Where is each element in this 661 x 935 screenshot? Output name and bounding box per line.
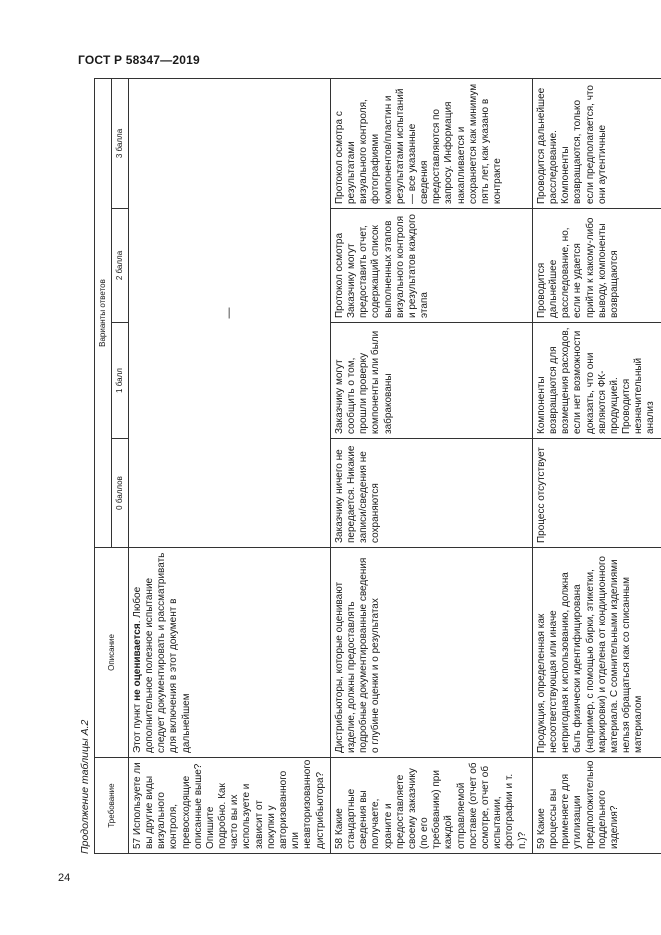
header-score-3: 3 балла [112,78,129,208]
header-options: Варианты ответов [95,78,112,547]
description-cell [128,548,330,758]
score-3-cell: Проводится дальнейшее расследование. Компоненты возвращаются, только если предполагается, что они аутентичные [532,78,661,208]
score-0-cell: Заказчику ничего не передается. Никакие записи/сведения не сохраняются [330,439,532,548]
requirement-cell: 58 Какие стандартные сведения вы получаете, храните и предоставляете своему заказчику (по его требованию) при каждой отправляемой поставке (отчет об осмотре, отчет об испытании, фотографии и т. п.)? [330,758,532,854]
table-row [128,78,330,853]
table-row [532,78,661,853]
score-1-cell: Компоненты возвращаются для возмещения расходов, если нет возможности доказать, что они являются ФК-продукцией. Проводится незначительный анализ [532,323,661,439]
header-score-2: 2 балла [112,209,129,323]
description-cell: Дистрибьюторы, которые оценивают изделие, должны предоставлять подробные документированные сведения о глубине оценки и о результатах [330,548,532,758]
page-number: 24 [58,872,71,884]
header-score-1: 1 балл [112,323,129,439]
header-requirement: Требование [95,758,129,854]
description-text: Этот пункт [131,700,143,753]
requirement-cell: 57 Используете ли вы другие виды визуального контроля, превосходящие описанные выше? Опишите подробно. Как часто вы их используете и зависит от покупки у авторизованного или неавторизованного дистрибьютора? [128,758,330,854]
merged-options-cell: — [128,78,330,547]
score-3-cell: Протокол осмотра с результатами визуального контроля, фотографиями компонентов/пластин и результатами испытаний — все указанные сведения предоставляются по запросу. Информация накапливается и сохраняется как минимум пять лет, как указано в контракте [330,78,532,208]
score-0-cell: Процесс отсутствует [532,439,661,548]
running-header: ГОСТ Р 58347—2019 [78,53,200,67]
header-score-0: 0 баллов [112,439,129,548]
description-text: . Любое дополнительное полезное испытание следует документировать и рассматривать для включения в этот документ в дальнейшем [131,552,192,753]
header-description: Описание [95,548,129,758]
requirement-cell: 59 Какие процессы вы применяете для утилизации предположительно поддельного изделия? [532,758,661,854]
table-caption: Продолжение таблицы А.2 [79,719,91,854]
rotated-table-block [77,79,657,854]
score-2-cell: Проводится дальнейшее расследование, но, если не удается прийти к какому-либо выводу, компоненты возвращаются [532,209,661,323]
emphasis-text: не оценивается [131,623,143,701]
requirements-table [94,78,661,854]
score-2-cell: Протокол осмотра Заказчику могут предоставить отчет, содержащий список выполненных этапов визуального контроля и результатов каждого этапа [330,209,532,323]
description-cell: Продукция, определенная как несоответствующая или иначе непригодная к использованию, должна быть физически идентифицирована (например, с помощью бирки, этикетки, маркировки) и отделена от кондиционного материала. С сомнительными изделиями нельзя обращаться как со списанным материалом [532,548,661,758]
score-1-cell: Заказчику могут сообщить о том, прошли проверку компоненты или были забракованы [330,323,532,439]
table-row [330,78,532,853]
